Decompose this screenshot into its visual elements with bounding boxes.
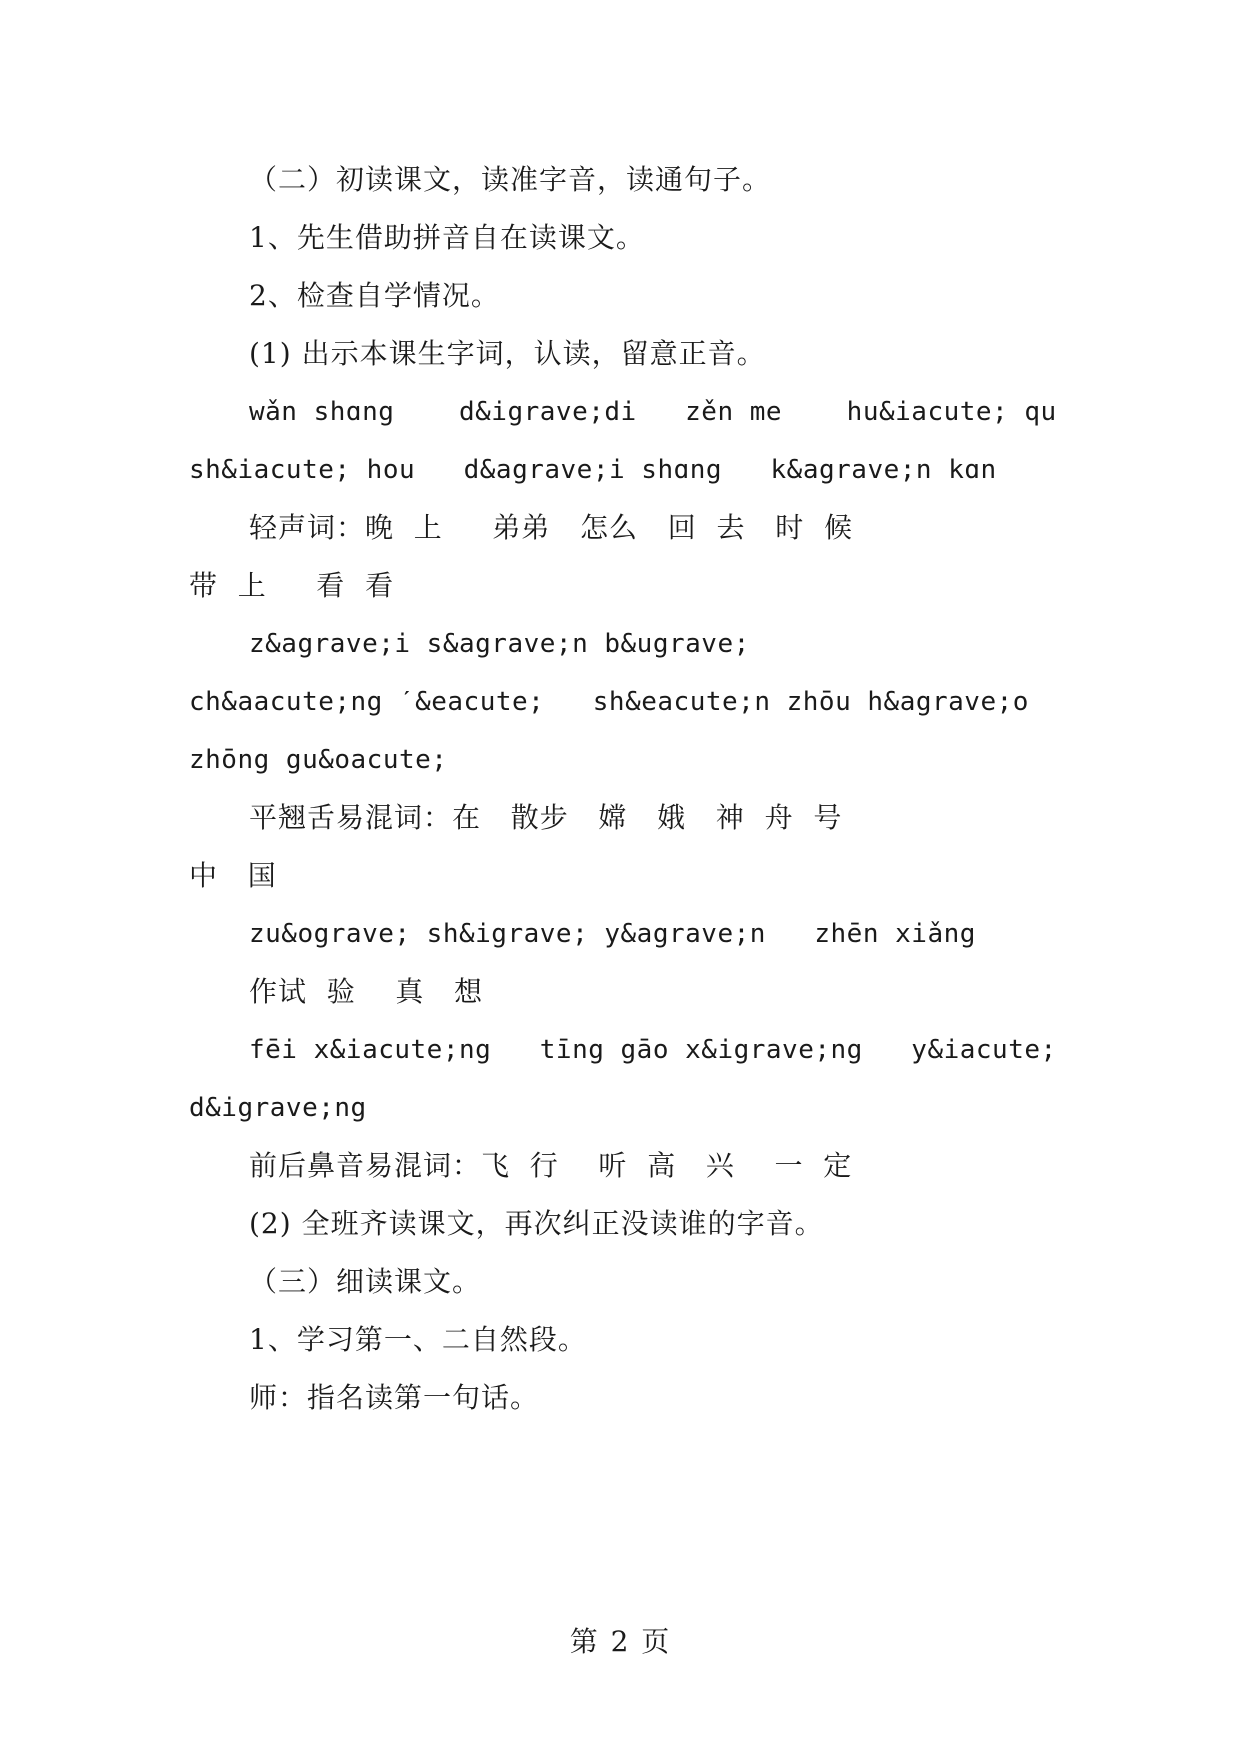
word-list: 带 上 看 看 <box>189 569 395 602</box>
pinyin-line: wǎn shɑng d&igrave;di zěn me hu&iacute; qu <box>249 397 1057 427</box>
pinyin-line: ch&aacute;ng ˊ&eacute; sh&eacute;n zhōu h&agrave;o <box>189 687 1029 717</box>
paragraph: 师：指名读第一句话。 <box>249 1381 540 1414</box>
paragraph: 1、先生借助拼音自在读课文。 <box>249 221 645 254</box>
section-heading-2: （二）初读课文，读准字音，读通句子。 <box>249 163 772 196</box>
pinyin-line: sh&iacute; hou d&agrave;i shɑng k&agrave;n kɑn <box>189 455 997 485</box>
word-list: 平翘舌易混词：在 散步 嫦 娥 神 舟 号 <box>249 801 843 834</box>
paragraph: 1、学习第一、二自然段。 <box>249 1323 587 1356</box>
paragraph: (1) 出示本课生字词，认读，留意正音。 <box>249 337 766 370</box>
section-heading-3: （三）细读课文。 <box>249 1265 482 1298</box>
pinyin-line: zu&ograve; sh&igrave; y&agrave;n zhēn xiǎng <box>249 919 976 949</box>
paragraph: (2) 全班齐读课文，再次纠正没读谁的字音。 <box>249 1207 824 1240</box>
page-number: 第 2 页 <box>569 1625 672 1658</box>
word-list: 轻声词：晚 上 弟弟 怎么 回 去 时 候 <box>249 511 854 544</box>
pinyin-line: z&agrave;i s&agrave;n b&ugrave; <box>249 629 750 659</box>
paragraph: 2、检查自学情况。 <box>249 279 500 312</box>
word-list: 作试 验 真 想 <box>249 975 484 1008</box>
word-list: 前后鼻音易混词：飞 行 听 高 兴 一 定 <box>249 1149 853 1182</box>
pinyin-line: zhōng gu&oacute; <box>189 745 448 775</box>
pinyin-line: fēi x&iacute;ng tīng gāo x&igrave;ng y&iacute; <box>249 1035 1057 1065</box>
word-list: 中 国 <box>189 859 277 892</box>
pinyin-line: d&igrave;ng <box>189 1093 367 1123</box>
